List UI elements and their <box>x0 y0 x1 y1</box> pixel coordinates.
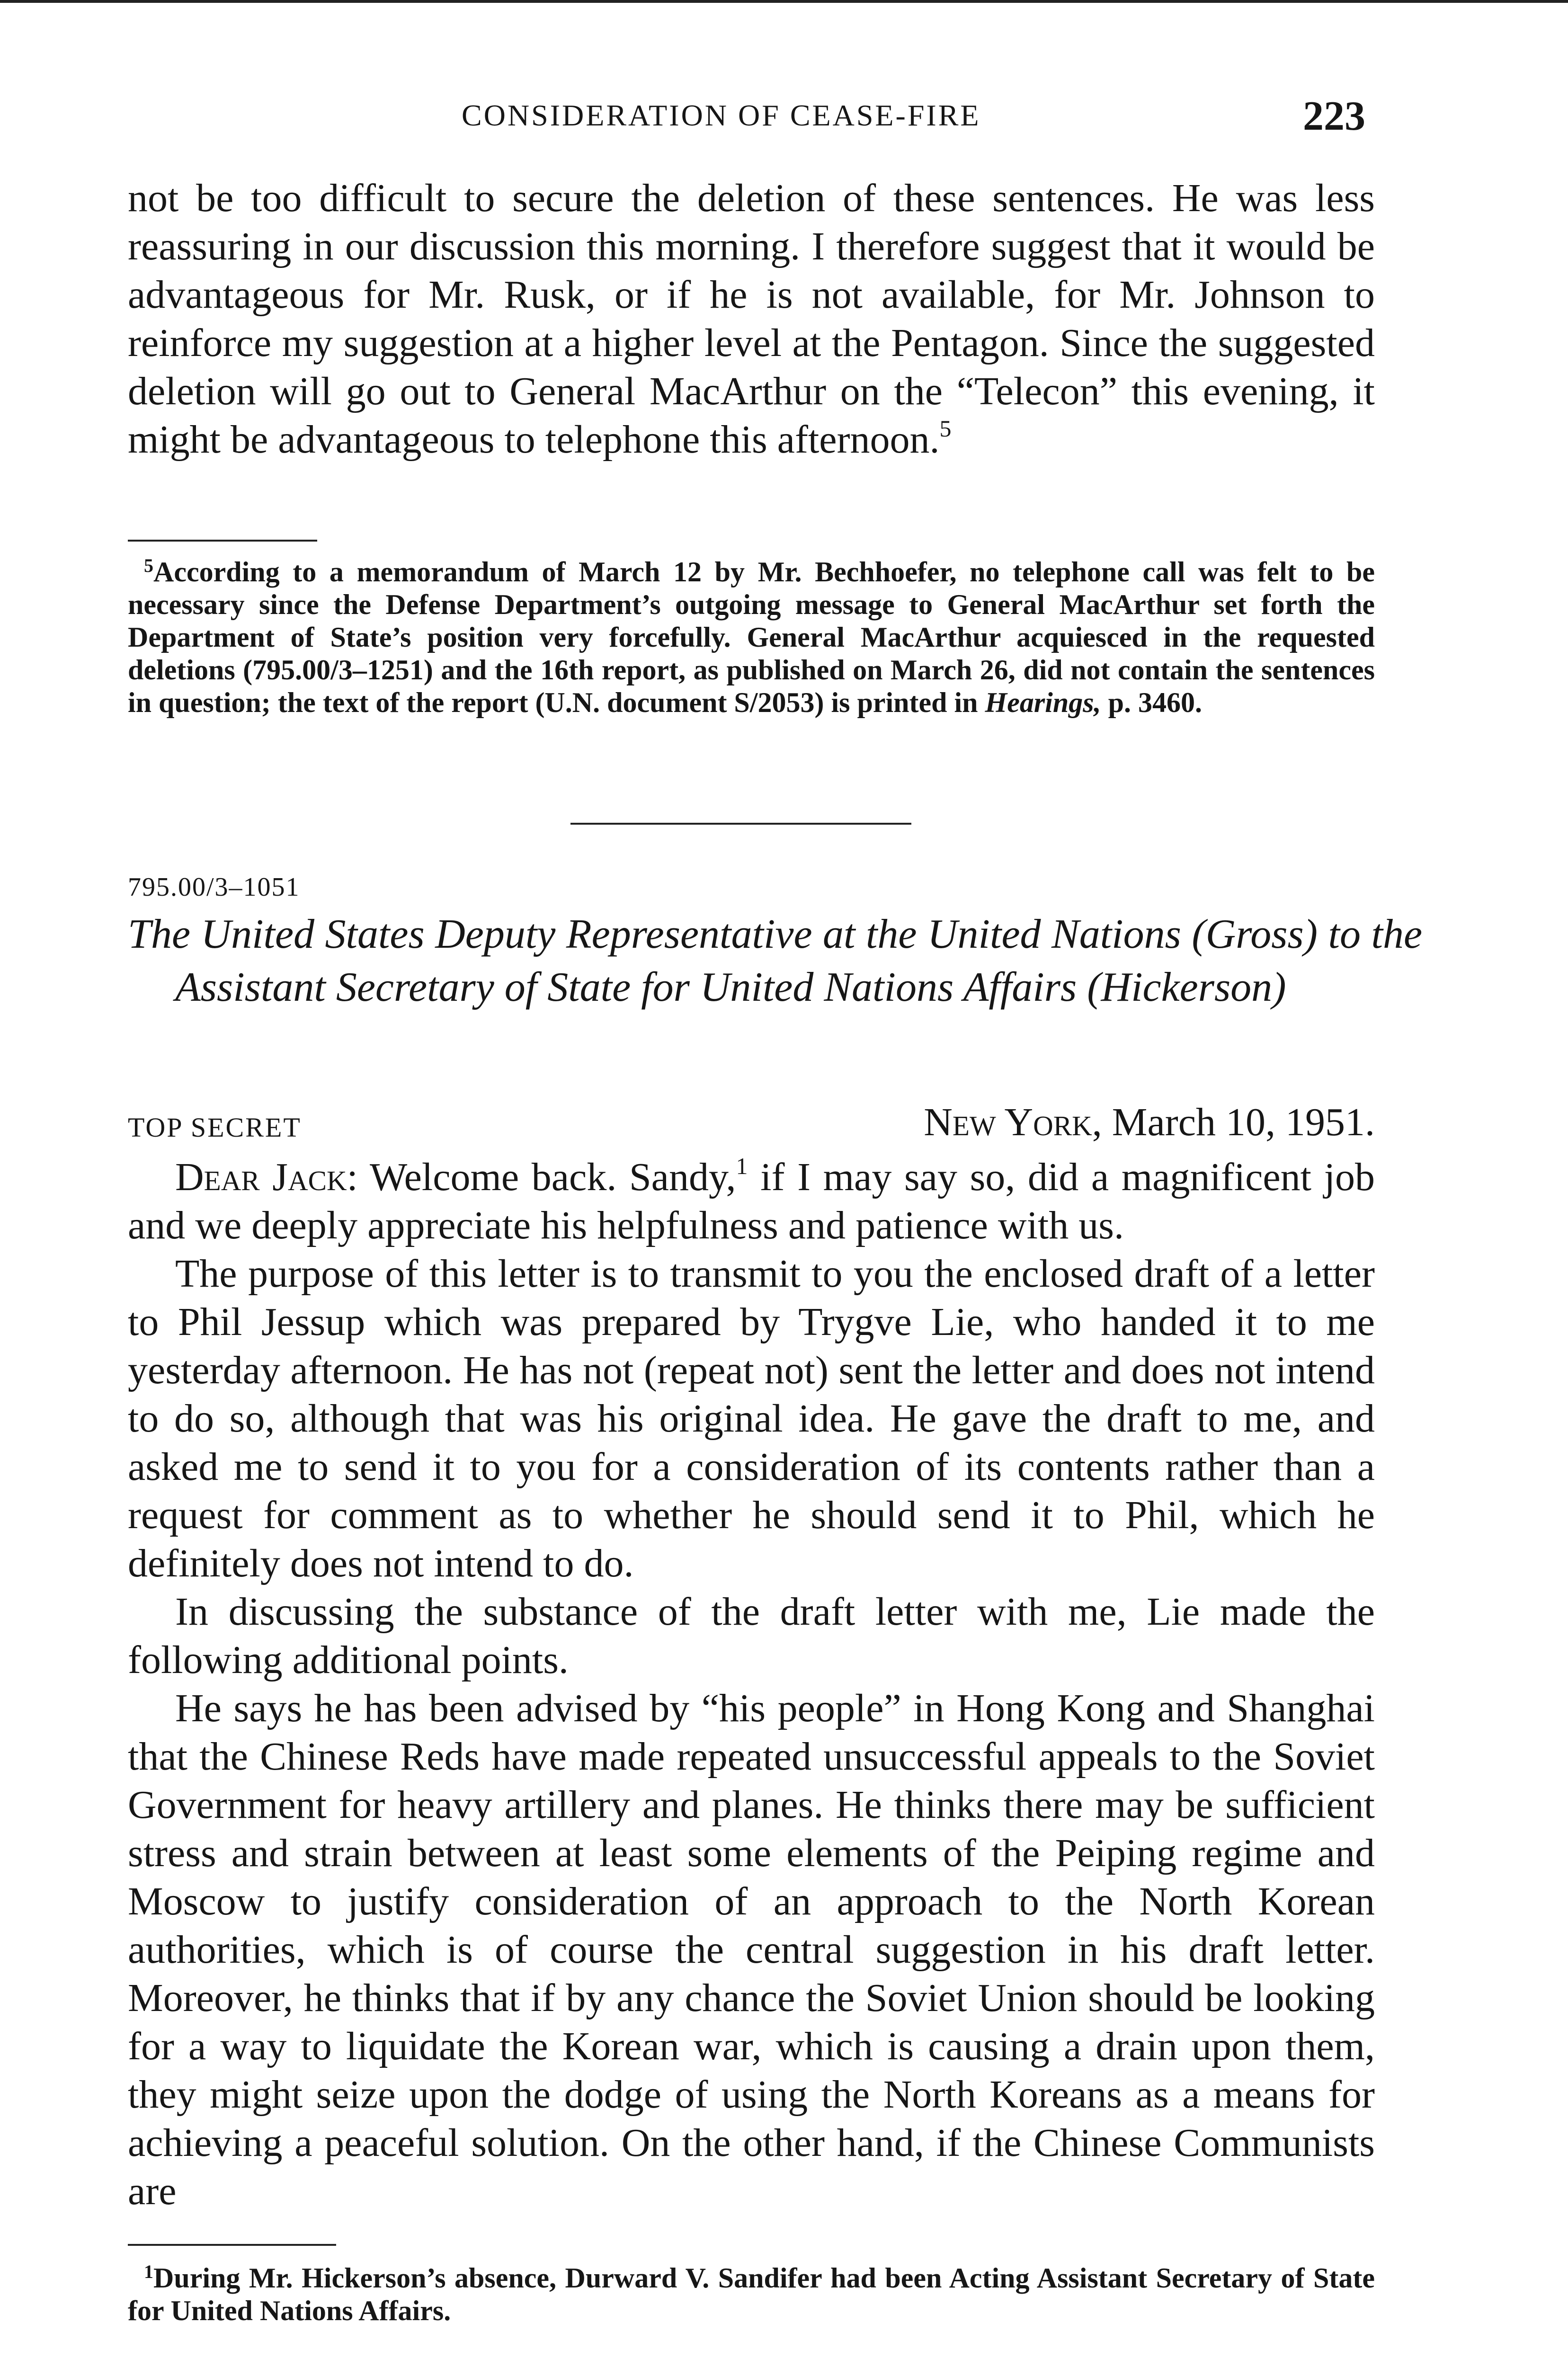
running-head <box>0 92 1568 139</box>
letter-paragraph-2: The purpose of this letter is to transmit to you the enclosed draft of a letter to Phil Jessup which was prepared by Trygve Lie, who handed it to me yesterday afternoon. He has not (repeat not) sent the letter and does not intend to do so, although that was his original idea. He gave the draft to me, and asked me to send it to you for a consideration of its contents rather than a request for comment as to whether he should send it to Phil, which he definitely does not intend to do. <box>128 1252 1375 1585</box>
footnote-reference-5: 5 <box>939 415 952 442</box>
classification-label: TOP SECRET <box>128 1112 302 1143</box>
heading-text-1: The United States Deputy Representative at the United Nations ( <box>128 911 1206 957</box>
heading-text-2: ) to the Assistant Secretary of State for United Nations Affairs ( <box>175 911 1423 1010</box>
footnote-5-italic: Hearings, <box>985 687 1101 718</box>
footnote-1 <box>128 2262 1375 2327</box>
file-number: 795.00/3–1051 <box>128 872 300 902</box>
date: March 10, 1951. <box>1112 1100 1375 1144</box>
salutation: Dear Jack: <box>175 1155 358 1199</box>
footnote-5-mark: 5 <box>144 555 153 576</box>
heading-hickerson: Hickerson <box>1101 964 1273 1010</box>
heading-gross: Gross <box>1205 911 1304 957</box>
continued-paragraph <box>128 174 1375 464</box>
footnote-separator <box>128 540 317 542</box>
paragraph-1-text-end: if I may say so, did a magnificent job and we deeply appreciate his helpfulness and patience with us. <box>128 1155 1375 1247</box>
letter-paragraph-4: He says he has been advised by “his people” in Hong Kong and Shanghai that the Chinese Reds have made repeated unsuccessful appeals to the Soviet Government for heavy artillery and planes. He thinks there may be sufficient stress and strain between at least some elements of the Peiping regime and Moscow to justify consideration of an approach to the North Korean authorities, which is of course the central suggestion in his draft letter. Moreover, he thinks that if by any chance the Soviet Union should be looking for a way to liquidate the Korean war, which is causing a drain upon them, they might seize upon the dodge of using the North Koreans as a means for achieving a peaceful solution. On the other hand, if the Chinese Communists are <box>128 1686 1375 2213</box>
continued-paragraph-text: not be too difficult to secure the deletion of these sentences. He was less reassuring in our discussion this morning. I therefore suggest that it would be advantageous for Mr. Rusk, or if he is not available, for Mr. Johnson to reinforce my suggestion at a higher level at the Pentagon. Since the suggested deletion will go out to General MacArthur on the “Telecon” this evening, it might be advantageous to telephone this afternoon. <box>128 176 1375 462</box>
footnote-5-text-end: p. 3460. <box>1101 687 1202 718</box>
footnote-reference-1: 1 <box>736 1153 748 1179</box>
footnote-5-text: According to a memorandum of March 12 by Mr. Bechhoefer, no telephone call was felt to be necessary since the Defense Department’s outgoing message to General MacArthur set forth the Department of State’s position very forcefully. General MacArthur acquiesced in the requested deletions (795.00/3–1251) and the 16th report, as published on March 26, did not contain the sentences in question; the text of the report (U.N. document S/2053) is printed in <box>128 556 1375 718</box>
section-divider <box>570 823 911 825</box>
heading-text-3: ) <box>1272 964 1286 1010</box>
footnote-1-mark: 1 <box>144 2261 153 2282</box>
footnote-5 <box>128 556 1375 719</box>
letter-paragraph-3: In discussing the substance of the draft letter with me, Lie made the following additional points. <box>128 1590 1375 1682</box>
footnote-separator-bottom <box>128 2244 336 2246</box>
letter-paragraph-1 <box>128 1153 1375 1250</box>
document-heading <box>128 908 1422 1014</box>
place-date-line <box>924 1099 1375 1145</box>
running-title: CONSIDERATION OF CEASE-FIRE <box>462 98 981 132</box>
paragraph-1-text: Welcome back. Sandy, <box>370 1155 736 1199</box>
top-border-rule <box>0 0 1568 3</box>
place: New York, <box>924 1100 1102 1144</box>
page-number: 223 <box>1303 93 1365 139</box>
footnote-1-text: During Mr. Hickerson’s absence, Durward V. Sandifer had been Acting Assistant Secretary of State for United Nations Affairs. <box>128 2262 1375 2326</box>
